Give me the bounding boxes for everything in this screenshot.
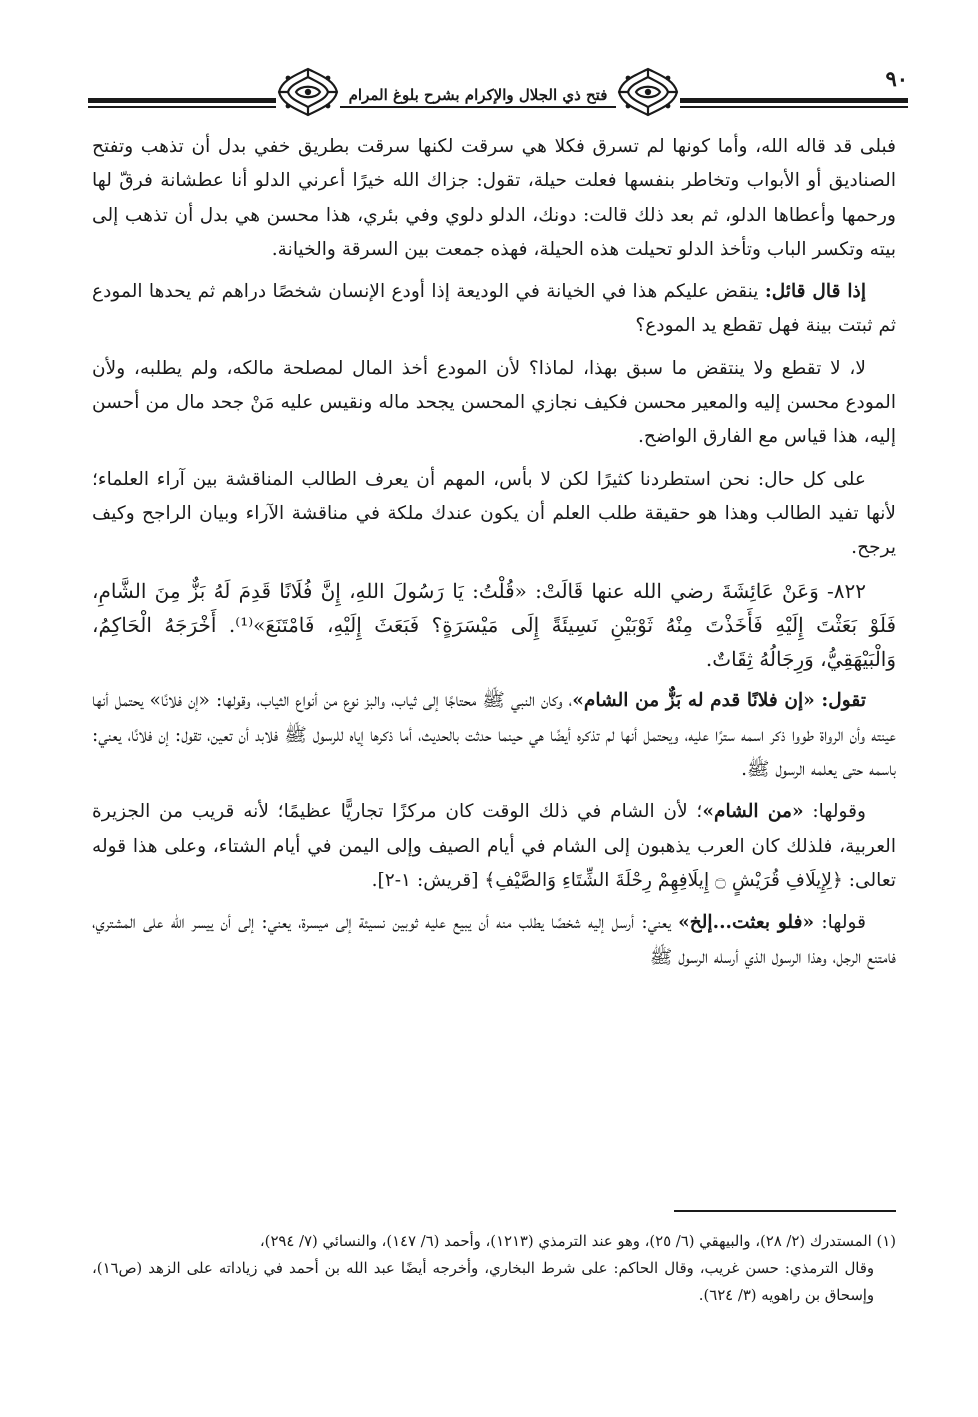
header-rule-thin [88, 106, 908, 108]
page-number: ٩٠ [885, 66, 908, 91]
footnote-line: وقال الترمذي: حسن غريب، وقال الحاكم: على شرط البخاري، وأخرجه أيضًا عبد الله بن أحمد في زياداته على الزهد (ص١٦)، وإسحاق بن راهويه (٣/ ٦٢٤). [92, 1260, 874, 1304]
page-header [88, 62, 908, 122]
arabesque-ornament-icon [616, 66, 680, 118]
footnotes [92, 1228, 896, 1309]
main-text [92, 130, 896, 975]
paragraph [92, 795, 896, 898]
paragraph: فبلى قد قاله الله، وأما كونها لم تسرق فكلا هي سرقت لكنها سرقت بطريق خفي بدل أن تذهب وتفتح الصناديق أو الأبواب وتخاطر بنفسها فعلت حيلة، تقول: جزاك الله خيرًا أعرني الدلو أنا عطشانة فرقّ لها ورحمها وأعطاها الدلو، ثم بعد ذلك قالت: دونك، الدلو دلوي وفي بئري، هذا محسن هي بدل أن تذهب إلى بيته وتكسر الباب وتأخذ الدلو تحيلت هذه الحيلة، فهذه جمعت بين السرقة والخيانة. [92, 136, 896, 260]
arabesque-ornament-icon [276, 66, 340, 118]
footnote-separator [674, 1210, 896, 1212]
paragraph-text: قولها: [814, 912, 866, 934]
paragraph [92, 275, 896, 344]
paragraph-text: يعني: أرسل إليه شخصًا يطلب منه أن يبيع عليه ثوبين نسيئة إلى ميسرة، يعني: إلى أن ييسر الله على المشتري، فامتنع الرجل، وهذا الرسول الذي أرسله الرسول ﷺ [92, 912, 896, 968]
paragraph-lead: إذا قال قائل: [764, 281, 867, 303]
paragraph-text: ينقض عليكم هذا في الخيانة في الوديعة إذا أودع الإنسان شخصًا دراهم ثم يحدها المودع ثم ثبتت بينة فهل تقطع يد المودع؟ [92, 281, 896, 337]
paragraph-text: وقولها: [803, 801, 866, 823]
paragraph: على كل حال: نحن استطردنا كثيرًا لكن لا بأس، المهم أن يعرف الطالب المناقشة بين آراء العلماء؛ لأنها تفيد الطالب وهذا هو حقيقة طلب العلم أن يكون عندك ملكة في مناقشة الآراء وبيان الراجح وكيف يرجح. [92, 468, 896, 559]
paragraph-lead: «فلو بعثت...إلخ» [678, 912, 815, 934]
paragraph-lead: تقول: «إن فلانًا قدم له بَزٌّ من الشام» [572, 690, 866, 712]
paragraph-text: ؛ لأن الشام في ذلك الوقت كان مركزًا تجاريًّا عظيمًا؛ لأنه قريب من الجزيرة العربية، فلذلك كان العرب يذهبون إلى الشام في أيام الصيف وإلى اليمن في أيام الشتاء، وعلى هذا قوله تعالى: ﴿لِإِيلَافِ قُرَيْشٍ ۝ إِيلَافِهِمْ رِحْلَةَ الشِّتَاءِ وَالصَّيْفِ﴾ [قريش: ١-٢]. [92, 801, 896, 891]
paragraph-lead: «من الشام» [702, 801, 804, 823]
paragraph [92, 684, 896, 787]
footnote-line: (١) المستدرك (٢/ ٢٨)، والبيهقي (٦/ ٢٥)، وهو عند الترمذي (١٢١٣)، وأحمد (٦/ ١٤٧)، والنسائي (٧/ ٢٩٤)، [259, 1233, 896, 1250]
paragraph: لا، لا تقطع ولا ينتقض ما سبق بهذا، لماذا؟ لأن المودع أخذ المال لمصلحة مالكه، ولم يطلبه، ولأن المودع محسن إليه والمعير محسن فكيف نجازي المحسن يجحد ماله ونقيس عليه مَنْ جحد مال من أحسن إليه، هذا قياس مع الفارق الواضح. [92, 357, 896, 448]
hadith-text: ٨٢٢- وَعَنْ عَائِشَةَ رضي الله عنها قَالَتْ: «قُلْتُ: يَا رَسُولَ اللهِ، إِنَّ فُلَانًا قَدِمَ لَهُ بَزٌّ مِنَ الشَّامِ، فَلَوْ بَعَثْتَ إِلَيْهِ فَأَخَذْتَ مِنْهُ ثَوْبَيْنِ نَسِيئَةً إِلَى مَيْسَرَةٍ؟ فَبَعَثَ إِلَيْهِ، فَامْتَنَعَ»⁽¹⁾. أَخْرَجَهُ الْحَاكِمُ، وَالْبَيْهَقِيُّ، وَرِجَالُهُ ثِقَاتٌ. [92, 578, 897, 672]
paragraph [92, 906, 896, 975]
paragraph-text: ، وكان النبي ﷺ محتاجًا إلى ثياب، والبز نوع من أنواع الثياب، وقولها: «إن فلانًا» يحتمل أنها عينته وأن الرواة طووا ذكر اسمه سترًا عليه، ويحتمل أنها لم تذكره أيضًا هي حينما حدثت بالحديث، أما ذكرها إياه للرسول ﷺ فلابد أن تعين، تقول: إن فلانًا، يعني: باسمه حتى يعلمه الرسول ﷺ. [92, 690, 896, 781]
running-title: فتح ذي الجلال والإكرام بشرح بلوغ المرام [340, 84, 616, 106]
